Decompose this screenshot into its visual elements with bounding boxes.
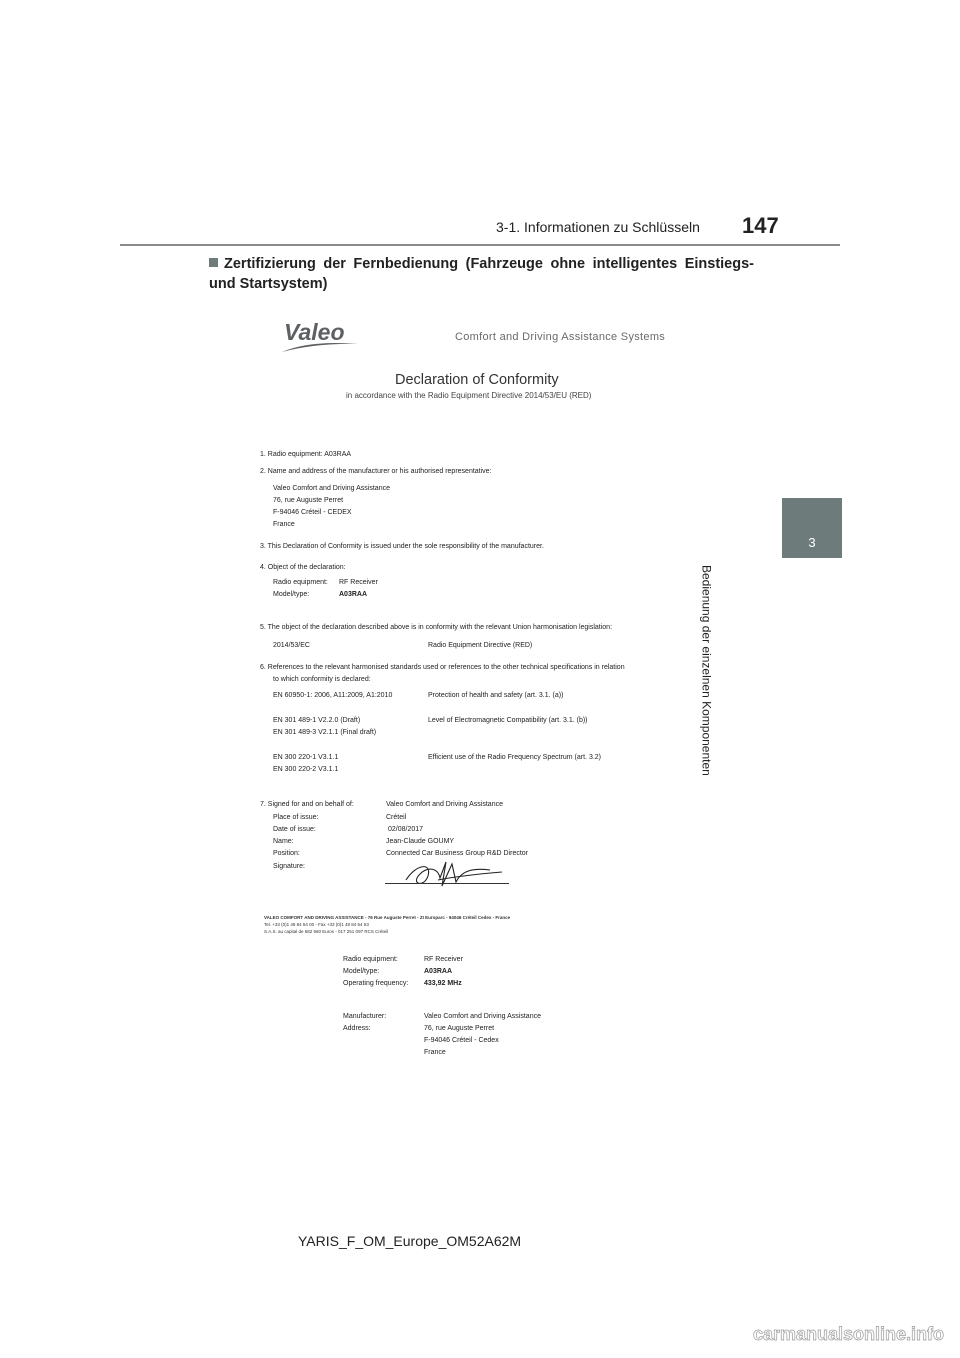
- item-2: 2. Name and address of the manufacturer or his authorised representative:: [260, 468, 492, 475]
- valeo-logo: [280, 318, 360, 354]
- item-6-cont: to which conformity is declared:: [273, 676, 371, 683]
- signature-label: Signature:: [273, 863, 305, 870]
- standard-desc: Protection of health and safety (art. 3.1. (a)): [428, 692, 564, 699]
- svg-text:Valeo: Valeo: [284, 319, 345, 345]
- company-subtitle: Comfort and Driving Assistance Systems: [455, 331, 666, 343]
- item-5: 5. The object of the declaration described above is in conformity with the relevant Union harmonisation legislation:: [260, 624, 613, 631]
- chapter-title-vertical: [699, 565, 821, 805]
- name-value: Jean-Claude GOUMY: [386, 838, 455, 845]
- position-value: Connected Car Business Group R&D Director: [386, 850, 529, 857]
- date-label: Date of issue:: [273, 826, 316, 833]
- chapter-tab: [782, 498, 842, 558]
- label-value: A03RAA: [424, 968, 453, 975]
- label-key: Operating frequency:: [343, 980, 409, 987]
- item-3: 3. This Declaration of Conformity is issued under the sole responsibility of the manufacturer.: [260, 543, 544, 550]
- certificate-footer: Tel. +33 (0)1 48 84 54 00 - Fax +33 (0)1 48 84 54 53: [264, 922, 369, 927]
- place-label: Place of issue:: [273, 814, 319, 821]
- certificate-subtitle: in accordance with the Radio Equipment Directive 2014/53/EU (RED): [346, 391, 592, 400]
- chapter-number: 3: [808, 535, 816, 550]
- document-code: YARIS_F_OM_Europe_OM52A62M: [298, 1233, 522, 1249]
- address-line: F-94046 Créteil - CEDEX: [273, 509, 352, 516]
- standard: EN 300 220-1 V3.1.1: [273, 754, 339, 761]
- heading-square-icon: [209, 258, 218, 267]
- label-value: 76, rue Auguste Perret: [424, 1025, 495, 1032]
- certificate-footer: VALEO COMFORT AND DRIVING ASSISTANCE - 76 Rue Auguste Perret - ZI Europarc - 94046 Créteil Cedex - France: [264, 915, 511, 920]
- chapter-title: Bedienung der einzelnen Komponenten: [699, 565, 714, 776]
- address-line: France: [273, 521, 295, 528]
- watermark-logo: [726, 1323, 946, 1345]
- date-value: 02/08/2017: [388, 826, 424, 833]
- address-line: Valeo Comfort and Driving Assistance: [273, 485, 390, 492]
- standard-desc: Level of Electromagnetic Compatibility (art. 3.1. (b)): [428, 717, 588, 724]
- page-number: 147: [742, 213, 779, 238]
- header-rule: [120, 244, 840, 246]
- label-value: RF Receiver: [424, 956, 463, 963]
- certificate-title: Declaration of Conformity: [395, 372, 559, 388]
- label-key: Model/type:: [343, 968, 380, 975]
- name-label: Name:: [273, 838, 294, 845]
- svg-text:carmanualsonline.info: carmanualsonline.info: [752, 1324, 944, 1344]
- object-value: RF Receiver: [339, 579, 378, 586]
- legislation-code: 2014/53/EC: [273, 642, 310, 649]
- section-header: 3-1. Informationen zu Schlüsseln: [496, 219, 700, 235]
- label-value: France: [424, 1049, 446, 1056]
- item-6: 6. References to the relevant harmonised standards used or references to the other technical specifications in relation: [260, 664, 625, 671]
- item-7: 7. Signed for and on behalf of:: [260, 801, 354, 808]
- standard: EN 301 489-1 V2.2.0 (Draft): [273, 717, 361, 724]
- address-line: 76, rue Auguste Perret: [273, 497, 344, 504]
- signature-line: [385, 883, 509, 884]
- standard: EN 300 220-2 V3.1.1: [273, 766, 339, 773]
- certificate-footer: S.A.S. au capital de 682 560 Euros - 017 251 097 RCS Créteil: [264, 929, 389, 934]
- object-value: A03RAA: [339, 591, 368, 598]
- section-heading-text: Zertifizierung der Fernbedienung (Fahrzeuge ohne intelligentes Einstiegs- und Startsystem): [209, 256, 754, 292]
- label-key: Radio equipment:: [343, 956, 398, 963]
- standard: EN 60950-1: 2006, A11:2009, A1:2010: [273, 692, 393, 699]
- label-value: 433,92 MHz: [424, 980, 462, 987]
- label-value: Valeo Comfort and Driving Assistance: [424, 1013, 541, 1020]
- position-label: Position:: [273, 850, 300, 857]
- section-heading: [209, 254, 754, 294]
- place-value: Créteil: [386, 814, 407, 821]
- standard: EN 301 489-3 V2.1.1 (Final draft): [273, 729, 377, 736]
- label-key: Address:: [343, 1025, 371, 1032]
- label-value: F-94046 Créteil - Cedex: [424, 1037, 499, 1044]
- item-1: 1. Radio equipment: A03RAA: [260, 451, 352, 458]
- label-key: Manufacturer:: [343, 1013, 387, 1020]
- legislation-name: Radio Equipment Directive (RED): [428, 642, 533, 649]
- item-7-value: Valeo Comfort and Driving Assistance: [386, 801, 503, 808]
- handwritten-signature: [398, 858, 508, 892]
- object-label: Model/type:: [273, 591, 310, 598]
- item-4: 4. Object of the declaration:: [260, 564, 346, 571]
- object-label: Radio equipment:: [273, 579, 328, 586]
- standard-desc: Efficient use of the Radio Frequency Spectrum (art. 3.2): [428, 754, 602, 761]
